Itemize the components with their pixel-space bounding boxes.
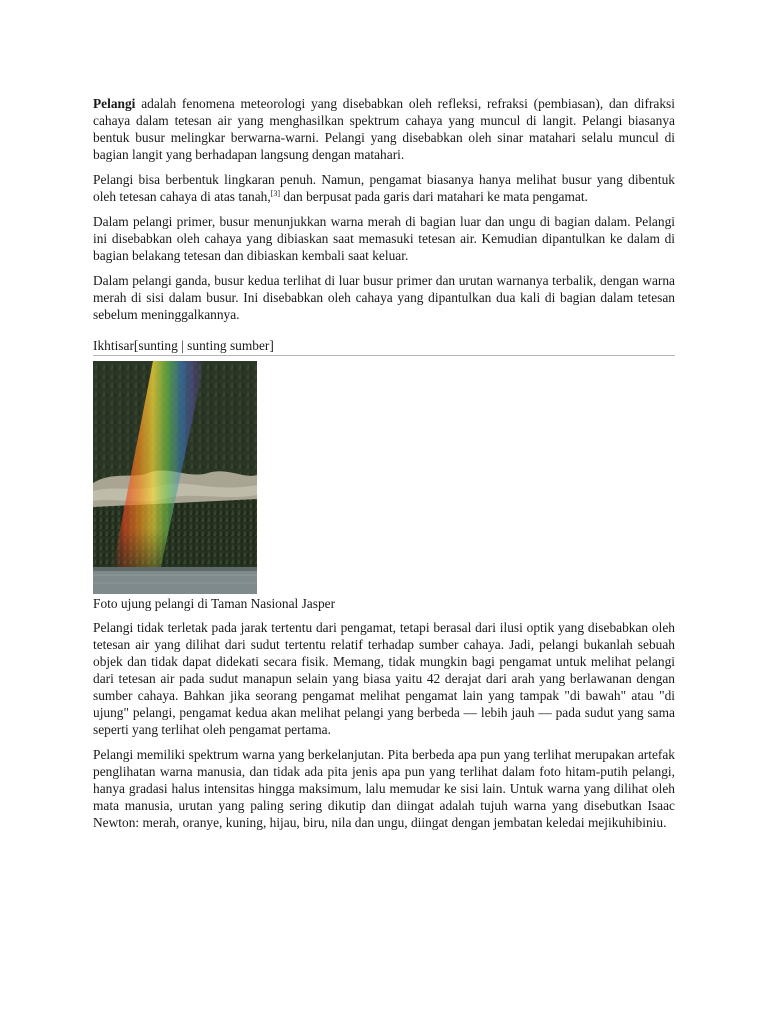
term-pelangi: Pelangi xyxy=(93,96,136,111)
figure-caption: Foto ujung pelangi di Taman Nasional Jasper xyxy=(93,596,336,611)
intro-text: adalah fenomena meteorologi yang disebabkan oleh refleksi, refraksi (pembiasan), dan difraksi cahaya dalam tetesan air yang menghasilkan spektrum cahaya yang muncul di langit. Pelangi biasanya bentuk busur melingkar berwarna-warni. Pelangi yang disebabkan oleh sinar matahari selalu muncul di bagian langit yang berhadapan langsung dengan matahari. xyxy=(93,96,675,162)
paragraph-color-spectrum: Pelangi memiliki spektrum warna yang berkelanjutan. Pita berbeda apa pun yang terlihat merupakan artefak penglihatan warna manusia, dan tidak ada pita jenis apa pun yang terlihat dalam foto hitam-putih pelangi, hanya gradasi halus intensitas hingga maksimum, lalu memudar ke sisi lain. Untuk warna yang dilihat oleh mata manusia, urutan yang paling sering dikutip dan diingat adalah tujuh warna yang disebutkan Isaac Newton: merah, oranye, kuning, hijau, biru, nila dan ungu, diingat dengan jembatan keledai mejikuhibiniu. xyxy=(93,747,675,830)
paragraph-full-circle-text-a: Pelangi bisa berbentuk lingkaran penuh. Namun, pengamat biasanya hanya melihat busur yang dibentuk oleh tetesan cahaya di atas tanah, xyxy=(93,172,675,204)
paragraph-full-circle xyxy=(93,171,675,205)
citation-link[interactable]: [3] xyxy=(270,189,281,198)
intro-paragraph xyxy=(93,95,675,163)
paragraph-double-rainbow: Dalam pelangi ganda, busur kedua terlihat di luar busur primer dan urutan warnanya terbalik, dengan warna merah di sisi dalam busur. Ini disebabkan oleh cahaya yang dipantulkan dua kali di bagian dalam tetesan sebelum meninggalkannya. xyxy=(93,273,675,322)
paragraph-primary-rainbow: Dalam pelangi primer, busur menunjukkan warna merah di bagian luar dan ungu di bagian dalam. Pelangi ini disebabkan oleh cahaya yang dibiaskan saat memasuki tetesan air. Kemudian dipantulkan ke dalam di bagian belakang tetesan dan dibiaskan kembali saat keluar. xyxy=(93,214,675,263)
paragraph-optical-illusion: Pelangi tidak terletak pada jarak tertentu dari pengamat, tetapi berasal dari ilusi optik yang disebabkan oleh tetesan air yang dilihat dari sudut tertentu relatif terhadap sumber cahaya. Jadi, pelangi bukanlah sebuah objek dan tidak dapat didekati secara fisik. Memang, tidak mungkin bagi pengamat untuk melihat pelangi dari tetesan air pada sudut manapun selain yang biasa yaitu 42 derajat dari arah yang berlawanan dengan sumber cahaya. Bahkan jika seorang pengamat melihat pengamat lain yang tampak "di bawah" atau "di ujung" pelangi, pengamat kedua akan melihat pelangi yang berbeda — lebih jauh — pada sudut yang sama seperti yang terlihat oleh pengamat pertama. xyxy=(93,620,675,737)
paragraph-full-circle-text-b: dan berpusat pada garis dari matahari ke mata pengamat. xyxy=(280,189,588,204)
section-heading-ikhtisar: Ikhtisar[sunting | sunting sumber] xyxy=(93,337,675,356)
rainbow-photo xyxy=(93,361,257,594)
document-page xyxy=(93,95,675,839)
figure-rainbow xyxy=(93,361,257,594)
